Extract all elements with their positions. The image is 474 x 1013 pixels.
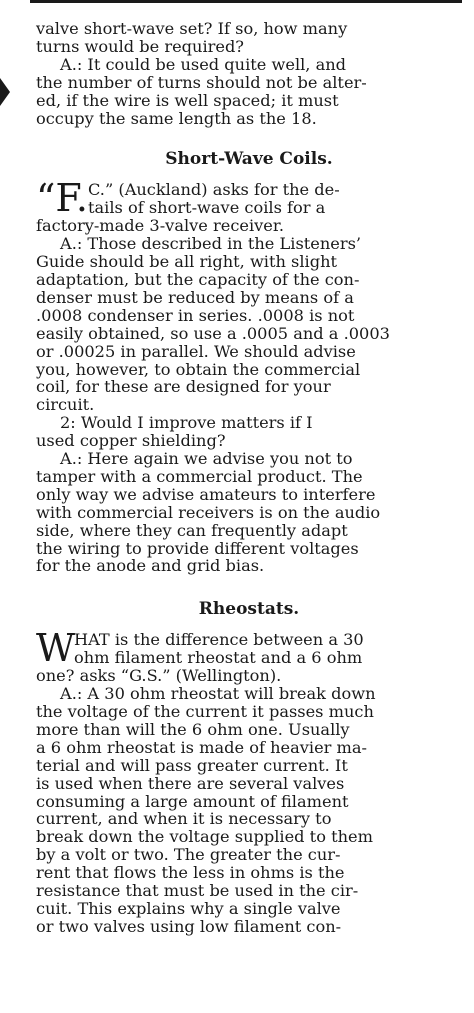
text-line: cuit. This explains why a single valve <box>36 898 341 918</box>
text-line: occupy the same length as the 18. <box>36 108 317 128</box>
text-line: rent that flows the less in ohms is the <box>36 863 345 883</box>
text-line: coil, for these are designed for your <box>36 377 331 397</box>
text-line: A.: It could be used quite well, and <box>60 54 347 74</box>
dropcap-paragraph <box>36 176 462 221</box>
text-line: the wiring to provide different voltages <box>36 538 359 558</box>
text-line: ohm filament rheostat and a 6 ohm <box>74 648 363 668</box>
section-body <box>36 667 462 936</box>
text-line: consuming a large amount of filament <box>36 791 349 811</box>
text-line: is used when there are several valves <box>36 773 345 793</box>
text-line: turns would be required? <box>36 36 244 56</box>
text-line: 2: Would I improve matters if I <box>60 413 313 433</box>
text-line: tamper with a commercial product. The <box>36 466 363 486</box>
text-line: the voltage of the current it passes much <box>36 702 374 721</box>
text-line: only way we advise amateurs to interfere <box>36 484 376 504</box>
text-line: valve short-wave set? If so, how many <box>36 19 348 38</box>
text-line: by a volt or two. The greater the cur- <box>36 845 341 865</box>
text-line: Guide should be all right, with slight <box>36 252 338 272</box>
section-body <box>36 217 462 575</box>
text-line: adaptation, but the capacity of the con- <box>36 269 360 289</box>
text-line: A.: Those described in the Listeners’ <box>60 234 362 254</box>
text-line: or two valves using low filament con- <box>36 916 342 936</box>
text-line: break down the voltage supplied to them <box>36 827 373 847</box>
dropcap-paragraph <box>36 626 462 671</box>
text-line: ed, if the wire is well spaced; it must <box>36 90 339 110</box>
top-rule <box>30 0 462 3</box>
article-column <box>36 20 462 936</box>
text-line: resistance that must be used in the cir- <box>36 881 359 901</box>
text-line: factory-made 3-valve receiver. <box>36 216 284 236</box>
text-line: more than will the 6 ohm one. Usually <box>36 719 350 739</box>
text-line: terial and will pass greater current. It <box>36 755 348 775</box>
text-line: a 6 ohm rheostat is made of heavier ma- <box>36 737 368 757</box>
text-line: denser must be reduced by means of a <box>36 287 354 307</box>
dropcap-lines <box>36 626 462 671</box>
text-line: for the anode and grid bias. <box>36 556 265 576</box>
text-line: with commercial receivers is on the audio <box>36 502 381 522</box>
text-line: easily obtained, so use a .0005 and a .0003 <box>36 323 390 343</box>
drop-cap: W <box>36 626 76 671</box>
text-line: current, and when it is necessary to <box>36 809 332 829</box>
text-line: used copper shielding? <box>36 431 226 451</box>
drop-cap: “F. <box>36 176 88 221</box>
text-line: circuit. <box>36 395 95 415</box>
text-line: one? asks “G.S.” (Wellington). <box>36 666 282 686</box>
section-heading-rheostats: Rheostats. <box>198 599 300 620</box>
section-heading-short-wave-coils: Short-Wave Coils. <box>165 149 333 170</box>
dropcap-lines <box>36 176 462 221</box>
text-line: tails of short-wave coils for a <box>88 198 326 218</box>
text-line: .0008 condenser in series. .0008 is not <box>36 305 355 325</box>
margin-pointer-mark <box>0 78 10 106</box>
text-line: C.” (Auckland) asks for the de- <box>88 180 340 200</box>
text-line: A.: A 30 ohm rheostat will break down <box>60 684 376 704</box>
text-line: side, where they can frequently adapt <box>36 520 348 540</box>
continuation-text <box>36 20 462 127</box>
text-line: or .00025 in parallel. We should advise <box>36 341 356 361</box>
text-line: you, however, to obtain the commercial <box>36 359 361 379</box>
text-line: HAT is the difference between a 30 <box>74 630 364 650</box>
text-line: the number of turns should not be alter- <box>36 72 367 92</box>
text-line: A.: Here again we advise you not to <box>60 449 353 469</box>
